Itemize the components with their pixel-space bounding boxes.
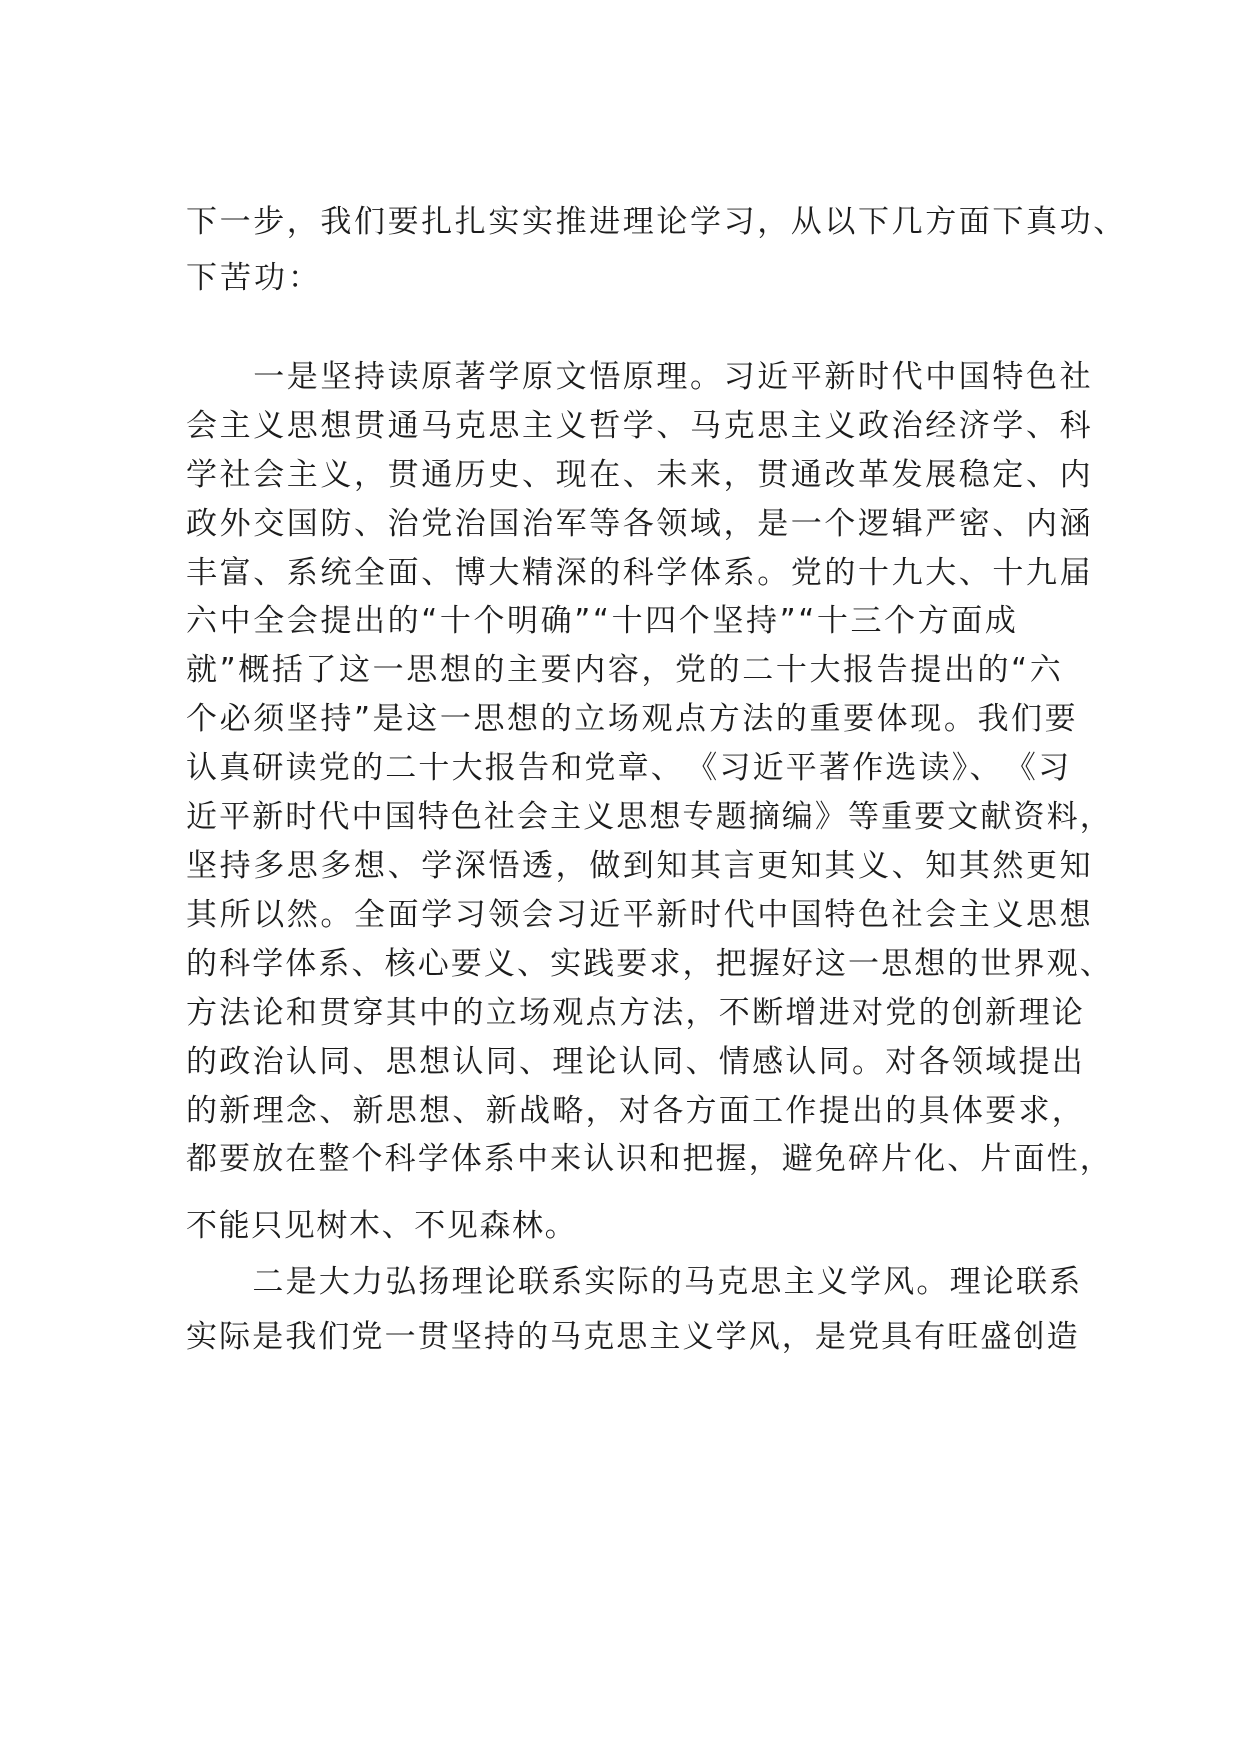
text-line: 就”概括了这一思想的主要内容，党的二十大报告提出的“六 [186,652,1064,688]
text-line: 学社会主义，贯通历史、现在、未来，贯通改革发展稳定、内 [186,457,1094,493]
text-line: 其所以然。全面学习领会习近平新时代中国特色社会主义思想 [186,897,1094,933]
text-line: 认真研读党的二十大报告和党章、 《习近平著作选读》、 《习 [186,750,1072,786]
text-line: 政外交国防、治党治国治军等各领域，是一个逻辑严密、内涵 [186,506,1094,542]
text-line: 一是坚持读原著学原文悟原理。习近平新时代中国特色社 [186,359,1094,395]
text-line: 下一步，我们要扎扎实实推进理论学习，从以下几方面下真功、 [186,204,1127,240]
text-line: 坚持多思多想、学深悟透，做到知其言更知其义、知其然更知 [186,848,1094,884]
text-line: 不能只见树木、不见森林。 [186,1208,578,1244]
text-line: 都要放在整个科学体系中来认识和把握，避免碎片化、片面性， [186,1141,1113,1177]
text-line: 六中全会提出的“十个明确”“十四个坚持”“十三个方面成 [186,603,1019,639]
text-line: 近平新时代中国特色社会主义思想专题摘编》等重要文献资料， [186,799,1113,835]
text-line: 的新理念、新思想、新战略，对各方面工作提出的具体要求， [186,1093,1086,1129]
text-line: 会主义思想贯通马克思主义哲学、马克思主义政治经济学、科 [186,408,1094,444]
text-line: 的科学体系、核心要义、实践要求，把握好这一思想的世界观、 [186,946,1113,982]
text-line: 下苦功： [186,260,322,296]
text-line: 丰富、系统全面、博大精深的科学体系。党的十九大、十九届 [186,555,1094,591]
text-line: 二是大力弘扬理论联系实际的马克思主义学风。理论联系 [186,1264,1083,1300]
text-line: 的政治认同、思想认同、理论认同、情感认同。对各领域提出 [186,1044,1086,1080]
text-line: 实际是我们党一贯坚持的马克思主义学风，是党具有旺盛创造 [186,1319,1080,1355]
text-line: 个必须坚持”是这一思想的立场观点方法的重要体现。我们要 [186,701,1079,737]
text-line: 方法论和贯穿其中的立场观点方法，不断增进对党的创新理论 [186,995,1086,1031]
